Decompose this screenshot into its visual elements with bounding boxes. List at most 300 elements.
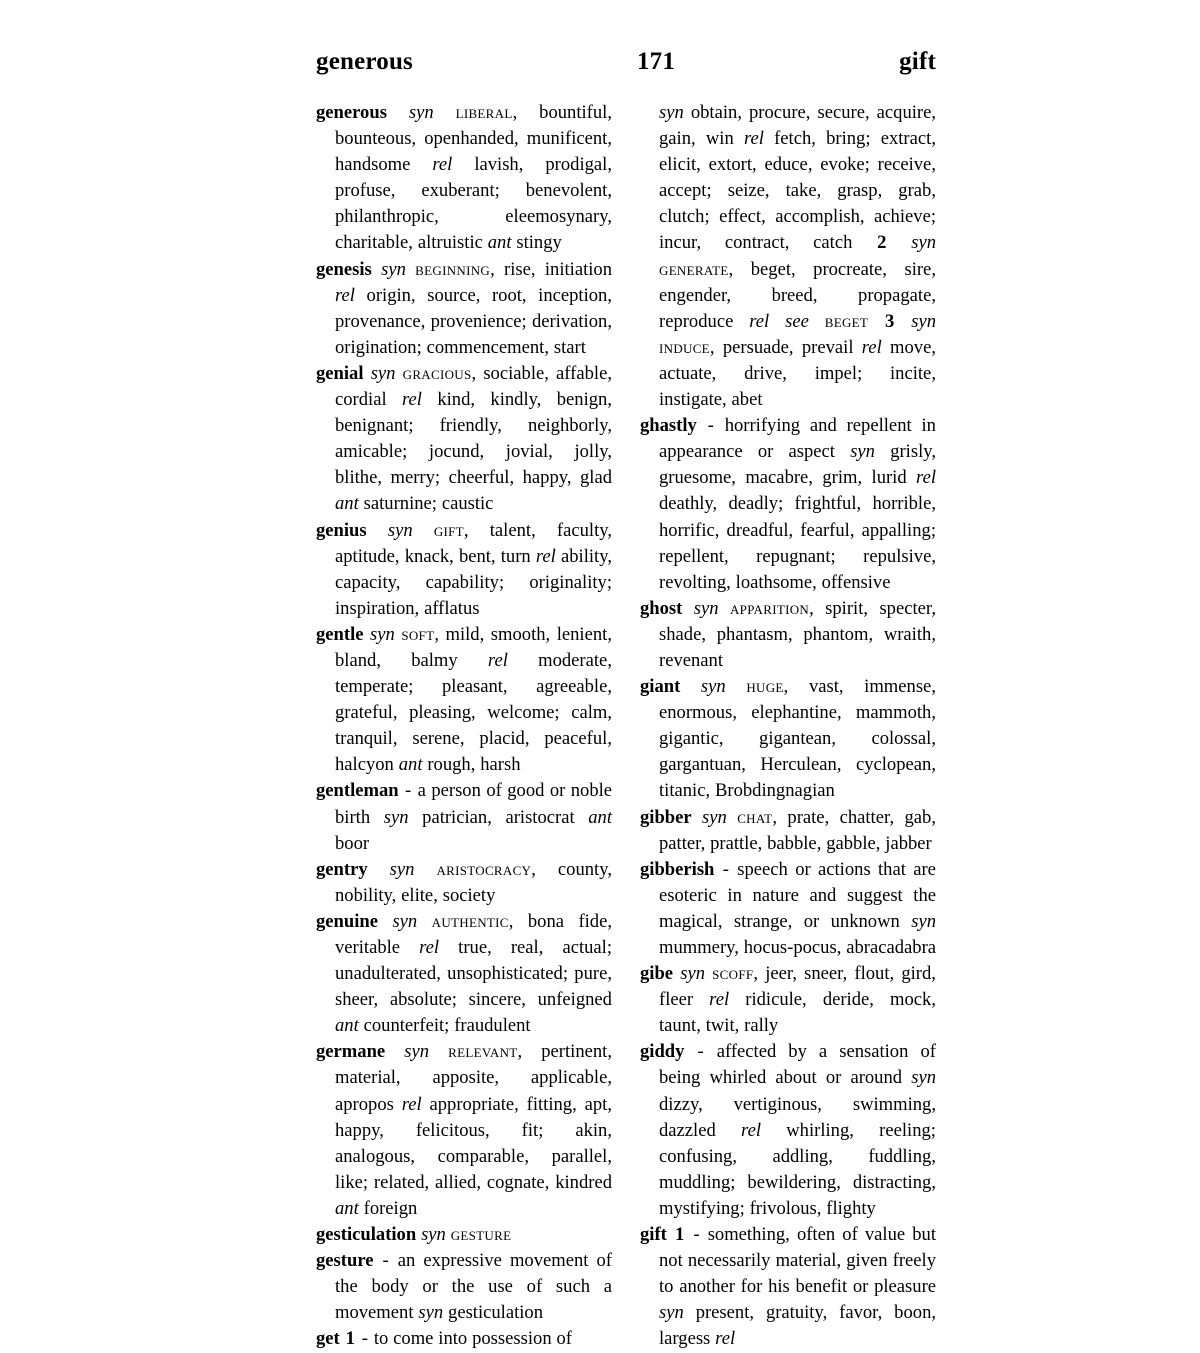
entry-word: fit xyxy=(521,1119,539,1141)
entry-word: kindred xyxy=(555,1171,613,1193)
entry-word: boon xyxy=(894,1302,932,1324)
entry-label-syn: syn xyxy=(392,910,418,932)
entry-word: taunt xyxy=(659,1015,697,1037)
entry-word: something xyxy=(707,1224,786,1246)
entry-word: horrific xyxy=(659,519,715,541)
entry-word: prodigal xyxy=(545,154,608,176)
entry-word: mock xyxy=(890,989,932,1011)
entry-word: faculty xyxy=(556,519,608,541)
entry-word: cognate xyxy=(486,1171,545,1193)
entry-word: welcome xyxy=(487,702,555,724)
entry-word: benign xyxy=(556,389,608,411)
entry-label-syn: syn xyxy=(381,258,406,280)
entry-word: repugnant xyxy=(756,545,831,567)
entry-word: Herculean xyxy=(760,754,837,776)
entry-word: society xyxy=(442,884,496,906)
entry-word: mummery xyxy=(659,937,735,958)
entry-word: present xyxy=(695,1302,750,1324)
entry-definition-dash: - xyxy=(361,1328,368,1350)
entry-word: phantom xyxy=(803,623,869,645)
entry-word: dizzy xyxy=(659,1093,699,1115)
entry-word: appalling xyxy=(861,519,931,541)
entry-word: extort xyxy=(708,154,752,176)
entry-word: necessarily xyxy=(687,1250,771,1272)
dictionary-entry: gift 1 - something, often of value but not necessarily material, given freely to another for his benefit or pleasure syn present, gratuity, favor, boon, largess rel xyxy=(640,1224,937,1350)
entry-headword: genuine xyxy=(316,910,378,932)
entry-word: a xyxy=(417,780,426,802)
entry-word: whirling xyxy=(786,1119,850,1141)
entry-word: vertiginous xyxy=(733,1093,818,1115)
entry-word: grasp xyxy=(837,180,878,202)
entry-word: actuate xyxy=(659,362,712,384)
entry-word: strange xyxy=(733,910,788,932)
entry-word: acquire xyxy=(876,102,932,123)
entry-headword: gibber xyxy=(640,806,692,828)
entry-word: take xyxy=(785,180,817,202)
entry-word: magical xyxy=(659,910,718,932)
entry-word: akin xyxy=(575,1119,608,1141)
entry-word: but xyxy=(912,1224,937,1246)
dictionary-entry xyxy=(316,1248,612,1326)
entry-word: in xyxy=(727,884,742,906)
entry-word: frivolous xyxy=(749,1197,817,1219)
entry-headword: gibberish xyxy=(640,858,715,880)
entry-label-ant: ant xyxy=(398,754,423,776)
entry-word: gruesome xyxy=(659,467,732,489)
entry-label-rel: rel xyxy=(335,284,355,306)
entry-word: jeer xyxy=(765,963,793,985)
entry-label-ant: ant xyxy=(335,1197,359,1219)
entry-headword: gentry xyxy=(316,858,368,880)
entry-word: addling xyxy=(772,1145,829,1167)
entry-crossref: authentic xyxy=(431,910,509,932)
entry-word: kindly xyxy=(490,389,537,411)
entry-word: derivation xyxy=(531,310,608,332)
dictionary-entry: gibe syn scoff, jeer, sneer, flout, gird, fleer rel ridicule, deride, mock, taunt, twit, rally xyxy=(640,963,937,1037)
entry-word: philanthropic xyxy=(335,206,435,228)
entry-word: pleasing xyxy=(409,702,472,724)
entry-word: of xyxy=(596,1250,612,1272)
entry-word: win xyxy=(705,128,734,150)
entry-word: chatter xyxy=(839,806,890,828)
entry-word: twit xyxy=(705,1015,735,1037)
dictionary-entry: syn obtain, procure, secure, acquire, gain, win rel fetch, bring; extract, elicit, extort, educe, evoke; receive, accept; seize, take, grasp, grab, clutch; effect, accomplish, achieve; incur, contract, catch 2 syn generate, beget, procreate, sire, engender, breed, propagate, reproduce rel see beget 3 syn induce, persuade, prevail rel move, actuate, drive, impel; incite, instigate, abet xyxy=(659,102,937,411)
entry-word: the xyxy=(335,1276,358,1298)
entry-word: moderate xyxy=(538,649,608,671)
entry-label-syn: syn xyxy=(850,441,875,463)
entry-word: blithe xyxy=(335,467,378,489)
entry-word: shade xyxy=(659,623,702,645)
entry-word: achieve xyxy=(874,206,931,228)
entry-label-syn: syn xyxy=(911,310,936,332)
entry-word: apt xyxy=(584,1093,608,1115)
entry-word: abet xyxy=(731,389,763,411)
entry-word: prattle xyxy=(710,832,758,854)
entry-word: for xyxy=(740,1276,763,1298)
entry-word: extract xyxy=(880,128,932,150)
entry-word: value xyxy=(864,1224,906,1246)
entry-word: grab xyxy=(898,180,932,202)
entry-word: initiation xyxy=(544,258,612,280)
entry-word: fuddling xyxy=(868,1145,932,1167)
entry-word: halcyon xyxy=(335,754,394,776)
entry-word: sheer xyxy=(335,989,374,1011)
entry-word: the xyxy=(451,1276,475,1298)
entry-headword: giant xyxy=(640,676,681,698)
entry-word: suggest xyxy=(846,884,903,906)
entry-crossref: huge xyxy=(746,676,784,698)
entry-crossref: gift xyxy=(433,519,464,541)
dictionary-entry: genuine syn authentic, bona fide, veritable rel true, real, actual; unadulterated, unsophisticated; pure, sheer, absolute; sincere, unfeigned ant counterfeit; fraudulent xyxy=(316,910,613,1037)
entry-word: fitting xyxy=(526,1093,573,1115)
entry-word: effect xyxy=(719,206,762,228)
entry-label-rel: rel xyxy=(535,545,556,567)
dictionary-entry xyxy=(316,1222,612,1248)
entry-word: root xyxy=(491,284,522,306)
dictionary-entry: gibber syn chat, prate, chatter, gab, patter, prattle, babble, gabble, jabber xyxy=(640,806,936,854)
entry-word: gabble xyxy=(826,832,876,854)
entry-word: originality xyxy=(529,571,607,593)
entry-word: calm xyxy=(571,702,608,724)
entry-word: prate xyxy=(787,806,825,828)
entry-label-rel: rel xyxy=(401,389,422,411)
entry-word: repellent xyxy=(846,415,912,437)
entry-word: stingy xyxy=(516,232,562,254)
entry-definition-dash: - xyxy=(722,858,729,880)
entry-word: peaceful xyxy=(544,728,608,750)
entry-label-syn: syn xyxy=(659,1302,684,1324)
entry-crossref: beget xyxy=(824,310,869,332)
entry-word: afflatus xyxy=(424,597,480,619)
entry-word: procure xyxy=(749,102,806,123)
entry-word: procreate xyxy=(813,258,883,280)
entry-word: not xyxy=(659,1250,683,1272)
entry-word: real xyxy=(510,937,539,958)
entry-word: and xyxy=(809,884,837,906)
entry-word: impel xyxy=(814,362,858,384)
entry-word: origin xyxy=(366,284,411,306)
entry-word: deadly xyxy=(728,493,779,515)
entry-word: actions xyxy=(818,858,871,880)
entry-word: deathly xyxy=(659,493,713,515)
entry-label-rel: rel xyxy=(487,649,508,671)
entry-word: fleer xyxy=(659,989,694,1011)
entry-label-rel: rel xyxy=(709,989,730,1011)
entry-word: of xyxy=(842,1224,858,1246)
entry-label-rel: rel xyxy=(432,154,453,176)
entry-word: jovial xyxy=(505,441,549,463)
entry-word: glad xyxy=(579,467,612,489)
dictionary-entry: generous syn liberal, bountiful, bounteous, openhanded, munificent, handsome rel lavish, prodigal, profuse, exuberant; benevolent, philanthropic, eleemosynary, charitable, altruistic ant stingy xyxy=(316,102,612,254)
entry-word: dreadful xyxy=(726,519,789,541)
entry-word: bounteous xyxy=(335,128,412,150)
entry-word: good xyxy=(507,780,545,802)
entry-label-ant: ant xyxy=(487,232,512,254)
entry-label-rel: rel xyxy=(401,1093,422,1115)
entry-word: or xyxy=(422,1276,438,1298)
entry-word: temperate xyxy=(335,676,409,698)
entry-word: favor xyxy=(839,1302,878,1324)
entry-word: cordial xyxy=(335,389,387,411)
entry-word: source xyxy=(427,284,476,306)
dictionary-entry: gibberish - speech or actions that are esoteric in nature and suggest the magical, strange, or unknown syn mummery, hocus-pocus, abracadabra xyxy=(640,858,937,958)
entry-crossref: scoff xyxy=(712,963,754,985)
entry-word: pertinent xyxy=(541,1041,608,1063)
entry-word: inspiration xyxy=(335,597,415,619)
entry-word: unsophisticated xyxy=(447,963,563,985)
entry-word: foreign xyxy=(363,1197,418,1219)
entry-word: expressive xyxy=(423,1250,502,1272)
entry-word: felicitous xyxy=(415,1119,486,1141)
entry-label-syn: syn xyxy=(387,519,413,541)
entry-word: revenant xyxy=(659,649,724,671)
entry-headword: ghost xyxy=(640,597,683,619)
entry-word: capacity xyxy=(335,571,396,593)
entry-word: around xyxy=(850,1067,903,1089)
column-left xyxy=(316,100,613,1350)
entry-word: possession xyxy=(472,1328,552,1350)
entry-word: accomplish xyxy=(775,206,860,228)
entry-word: Brobdingnagian xyxy=(714,780,835,802)
entry-word: lavish xyxy=(474,154,519,176)
entry-word: receive xyxy=(877,154,932,176)
entry-label-rel: rel xyxy=(743,128,764,150)
entry-word: capability xyxy=(425,571,499,593)
entry-headword: gentle xyxy=(316,623,364,645)
entry-word: jolly xyxy=(574,441,608,463)
entry-word: unknown xyxy=(830,910,900,932)
entry-word: dazzled xyxy=(659,1119,716,1141)
entry-word: phantasm xyxy=(716,623,788,645)
entry-word: gargantuan xyxy=(659,754,742,776)
entry-word: breed xyxy=(771,284,813,306)
entry-word: fraudulent xyxy=(454,1015,531,1037)
entry-word: horrifying xyxy=(724,415,801,437)
entry-headword: genial xyxy=(316,362,364,384)
dictionary-entry: genial syn gracious, sociable, affable, cordial rel kind, kindly, benign, benignant; friendly, neighborly, amicable; jocund, jovial, jolly, blithe, merry; cheerful, happy, glad ant saturnine; caustic xyxy=(316,362,612,515)
entry-label-syn: syn xyxy=(370,623,395,645)
entry-word: turn xyxy=(500,545,531,567)
entry-word: sincere xyxy=(468,989,522,1011)
entry-word: placid xyxy=(479,728,525,750)
entry-word: patrician xyxy=(422,806,488,828)
entry-word: esoteric xyxy=(659,884,717,906)
entry-word: elite xyxy=(401,884,434,906)
entry-label-syn: syn xyxy=(680,963,705,985)
entry-word: bland xyxy=(335,649,377,671)
entry-word: unfeigned xyxy=(537,989,612,1011)
entry-word: origination xyxy=(335,336,417,358)
entry-word: allied xyxy=(435,1171,477,1193)
entry-crossref: chat xyxy=(737,806,773,828)
entry-word: confusing xyxy=(659,1145,733,1167)
entry-word: rough xyxy=(427,754,471,776)
entry-headword: gesture xyxy=(316,1250,374,1272)
entry-headword: get xyxy=(316,1328,340,1350)
entry-word: elephantine xyxy=(751,702,837,724)
entry-word: his xyxy=(768,1276,790,1298)
entry-word: distracting xyxy=(852,1171,932,1193)
entry-sense-number: 2 xyxy=(877,232,887,254)
dictionary-entry: genesis syn beginning, rise, initiation rel origin, source, root, inception, provenance, provenience; derivation, origination; commencement, start xyxy=(316,258,613,358)
entry-word: saturnine xyxy=(363,493,432,515)
entry-word: ridicule xyxy=(745,989,803,1011)
entry-word: kind xyxy=(437,389,471,411)
entry-word: whirled xyxy=(709,1067,767,1089)
entry-word: reeling xyxy=(879,1119,931,1141)
entry-word: exuberant xyxy=(421,180,495,202)
entry-word: prevail xyxy=(801,336,854,358)
entry-word: sire xyxy=(904,258,932,280)
entry-crossref: generate xyxy=(659,258,729,280)
entry-word: about xyxy=(775,1067,817,1089)
entry-label-rel: rel xyxy=(741,1119,761,1141)
entry-word: county xyxy=(557,858,608,880)
entry-word: profuse xyxy=(335,180,391,202)
entry-word: instigate xyxy=(659,389,722,411)
column-right xyxy=(640,100,937,1350)
entry-word: freely xyxy=(892,1250,936,1272)
entry-word: or xyxy=(757,441,774,463)
entry-word: munificent xyxy=(526,128,608,150)
entry-word: mystifying xyxy=(659,1197,740,1219)
entry-word: noble xyxy=(570,780,613,802)
entry-sense-number: 3 xyxy=(885,310,895,332)
entry-word: swimming xyxy=(852,1093,932,1115)
entry-word: drive xyxy=(744,362,783,384)
entry-word: offensive xyxy=(821,571,891,593)
entry-word: sneer xyxy=(804,963,843,985)
entry-word: by xyxy=(788,1041,807,1063)
entry-word: incur xyxy=(659,232,697,254)
entry-word: abracadabra xyxy=(846,937,937,958)
entry-definition-dash: - xyxy=(405,780,412,802)
entry-word: unadulterated xyxy=(335,963,437,985)
dictionary-entry: ghastly - horrifying and repellent in appearance or aspect syn grisly, gruesome, macabre, grim, lurid rel deathly, deadly; frightful, horrible, horrific, dreadful, fearful, appalling; repellent, repugnant; repulsive, revolting, loathsome, offensive xyxy=(640,415,937,593)
entry-word: provenance xyxy=(335,310,421,332)
dictionary-entry: genius syn gift, talent, faculty, aptitude, knack, bent, turn rel ability, capacity, capability; originality; inspiration, afflatus xyxy=(316,519,612,619)
entry-word: largess xyxy=(659,1328,711,1350)
entry-word: contract xyxy=(724,232,785,254)
entry-crossref: relevant xyxy=(448,1041,518,1063)
entry-headword: ghastly xyxy=(640,415,697,437)
entry-word: material xyxy=(775,1250,837,1272)
entry-word: related xyxy=(373,1171,425,1193)
entry-word: colossal xyxy=(871,728,932,750)
entry-word: macabre xyxy=(745,467,809,489)
entry-word: incite xyxy=(890,362,932,384)
entry-word: lurid xyxy=(871,467,907,489)
entry-word: or xyxy=(803,910,820,932)
entry-word: to xyxy=(373,1328,389,1350)
dictionary-entry xyxy=(316,1326,612,1352)
entry-word: catch xyxy=(813,232,853,254)
entry-label-syn: syn xyxy=(404,1041,430,1063)
entry-word: comparable xyxy=(437,1145,525,1167)
entry-word: aptitude xyxy=(335,545,395,567)
entry-label-syn: syn xyxy=(418,1302,444,1324)
entry-word: given xyxy=(846,1250,888,1272)
entry-word: grim xyxy=(822,467,858,489)
entry-word: pure xyxy=(574,963,608,985)
entry-word: deride xyxy=(822,989,870,1011)
entry-headword: gibe xyxy=(640,963,674,985)
entry-word: boor xyxy=(335,832,370,854)
entry-word: commencement xyxy=(426,336,545,358)
entry-word: gird xyxy=(901,963,932,985)
entry-label-syn: syn xyxy=(911,910,937,932)
entry-word: educe xyxy=(764,154,808,176)
entry-word: appropriate xyxy=(429,1093,515,1115)
entry-word: bountiful xyxy=(539,102,608,123)
entry-word: benevolent xyxy=(525,180,608,202)
entry-word: gesticulation xyxy=(448,1302,544,1324)
entry-word: bent xyxy=(458,545,491,567)
entry-word: beget xyxy=(750,258,791,280)
entry-word: repellent xyxy=(659,545,725,567)
dictionary-entry: gentleman - a person of good or noble birth syn patrician, aristocrat ant boor xyxy=(316,780,613,854)
entry-word: counterfeit xyxy=(363,1015,445,1037)
entry-word: rally xyxy=(744,1015,779,1037)
entry-word: use xyxy=(488,1276,513,1298)
entry-word: gab xyxy=(904,806,932,828)
entry-word: knack xyxy=(404,545,450,567)
entry-word: rise xyxy=(504,258,531,280)
entry-label-syn: syn xyxy=(700,676,726,698)
entry-word: openhanded xyxy=(424,128,515,150)
entry-word: fide xyxy=(578,910,608,932)
entry-label-rel: rel xyxy=(715,1328,736,1350)
entry-word: like xyxy=(335,1171,363,1193)
entry-word: wraith xyxy=(883,623,932,645)
entry-word: into xyxy=(438,1328,468,1350)
entry-word: another xyxy=(679,1276,735,1298)
entry-word: actual xyxy=(562,937,607,958)
entry-word: cyclopean xyxy=(855,754,932,776)
entry-label-syn: syn xyxy=(911,1067,936,1089)
entry-word: that xyxy=(878,858,906,880)
entry-label-rel: rel xyxy=(419,937,440,958)
entry-word: frightful xyxy=(794,493,857,515)
entry-word: secure xyxy=(817,102,865,123)
entry-word: propagate xyxy=(858,284,932,306)
entry-word: birth xyxy=(335,806,371,828)
entry-word: hocus-pocus xyxy=(743,937,837,958)
entry-label-syn: syn xyxy=(383,806,409,828)
entry-word: patter xyxy=(659,832,701,854)
entry-word: immense xyxy=(864,676,932,698)
entry-word: come xyxy=(393,1328,434,1350)
entry-label-ant: ant xyxy=(335,493,359,515)
entry-word: body xyxy=(371,1276,409,1298)
entry-word: cheerful xyxy=(448,467,510,489)
entry-word: mild xyxy=(445,623,480,645)
entry-word: in xyxy=(921,415,936,437)
entry-word: being xyxy=(659,1067,701,1089)
entry-word: gigantic xyxy=(659,728,719,750)
entry-word: bona xyxy=(527,910,564,932)
entry-word: mammoth xyxy=(855,702,932,724)
dictionary-entry: giddy - affected by a sensation of being whirled about or around syn dizzy, vertiginous, swimming, dazzled rel whirling, reeling; confusing, addling, fuddling, muddling; bewildering, distracting, mystifying; frivolous, flighty xyxy=(640,1041,936,1219)
entry-word: bring xyxy=(826,128,866,150)
entry-word: nobility xyxy=(335,884,392,906)
entry-word: material xyxy=(335,1067,396,1089)
entry-headword: gift xyxy=(640,1224,667,1246)
entry-word: affable xyxy=(556,362,608,384)
entry-word: serene xyxy=(412,728,460,750)
entry-word: apropos xyxy=(335,1093,394,1115)
entry-headword: generous xyxy=(316,102,387,123)
